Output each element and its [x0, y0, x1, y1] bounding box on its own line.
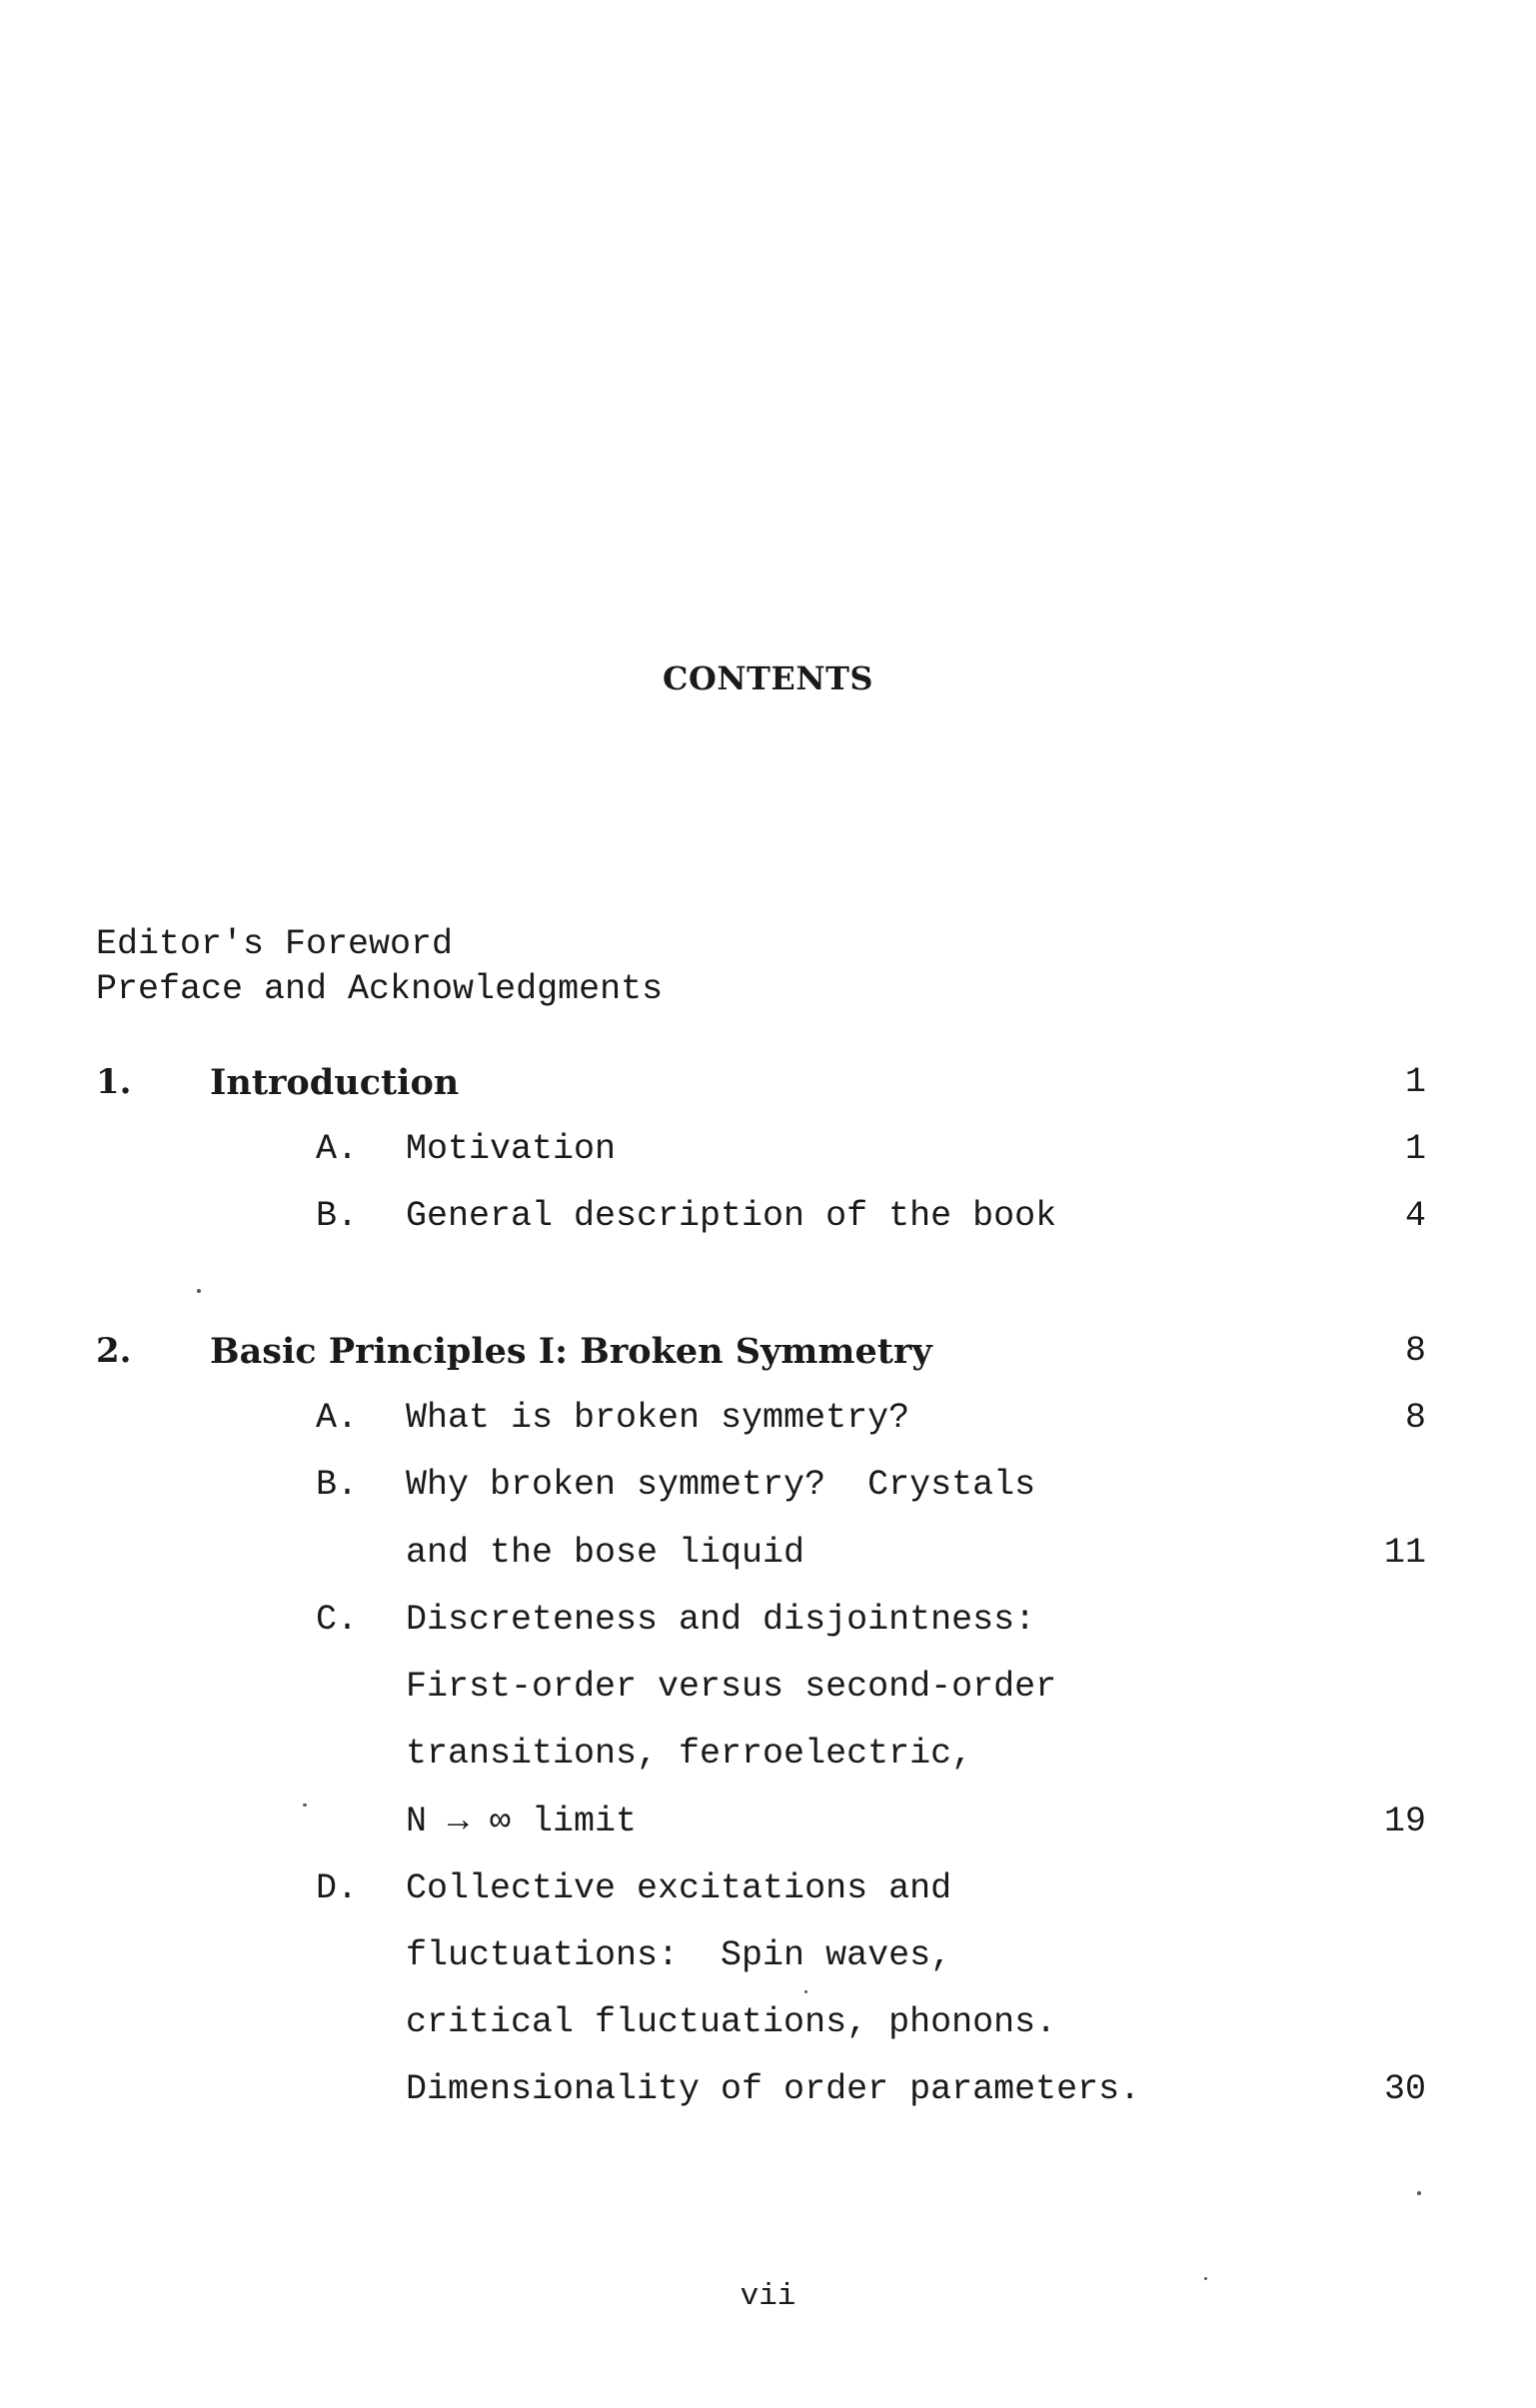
section-1b-page: 4 — [1404, 1196, 1426, 1236]
chapter-2-title: Basic Principles I: Broken Symmetry — [210, 1331, 932, 1372]
chapter-1-page: 1 — [1404, 1062, 1426, 1102]
section-2c-line-1: Discreteness and disjointness: — [406, 1600, 1036, 1640]
scan-speck — [1204, 2277, 1207, 2280]
chapter-2-page: 8 — [1404, 1331, 1426, 1371]
section-2c-line-2: First-order versus second-order — [406, 1667, 1057, 1707]
section-2b-line-1: Why broken symmetry? Crystals — [406, 1465, 1036, 1505]
section-2d-line-2: fluctuations: Spin waves, — [406, 1935, 952, 1975]
page-title: CONTENTS — [663, 659, 873, 697]
chapter-1-number: 1. — [96, 1062, 132, 1102]
page-folio: vii — [740, 2279, 796, 2314]
section-2c-line-4: N → ∞ limit — [406, 1802, 638, 1841]
section-2b-page: 11 — [1383, 1533, 1426, 1573]
section-1b-title: General description of the book — [406, 1196, 1057, 1236]
section-2d-page: 30 — [1383, 2069, 1426, 2109]
front-matter-preface: Preface and Acknowledgments — [96, 969, 664, 1009]
front-matter-editors-foreword: Editor's Foreword — [96, 924, 454, 964]
scan-speck — [197, 1289, 201, 1293]
section-2a-page: 8 — [1404, 1398, 1426, 1438]
scan-speck — [804, 1990, 807, 1993]
scan-speck — [303, 1804, 307, 1806]
section-1a-title: Motivation — [406, 1129, 617, 1169]
section-2b-line-2: and the bose liquid — [406, 1533, 805, 1573]
chapter-1-title: Introduction — [210, 1062, 460, 1103]
section-2c-page: 19 — [1383, 1802, 1426, 1841]
section-2c-line-3: transitions, ferroelectric, — [406, 1734, 973, 1774]
section-2d-line-4: Dimensionality of order parameters. — [406, 2069, 1141, 2109]
scan-speck — [1417, 2191, 1421, 2195]
section-2d-line-1: Collective excitations and — [406, 1868, 952, 1908]
section-2a-title: What is broken symmetry? — [406, 1398, 910, 1438]
section-2a-letter: A. — [316, 1398, 359, 1438]
chapter-2-number: 2. — [96, 1331, 132, 1371]
section-1a-letter: A. — [316, 1129, 359, 1169]
section-2d-line-3: critical fluctuations, phonons. — [406, 2002, 1057, 2042]
section-1a-page: 1 — [1404, 1129, 1426, 1169]
section-1b-letter: B. — [316, 1196, 359, 1236]
section-2d-letter: D. — [316, 1868, 359, 1908]
section-2b-letter: B. — [316, 1465, 359, 1505]
section-2c-letter: C. — [316, 1600, 359, 1640]
